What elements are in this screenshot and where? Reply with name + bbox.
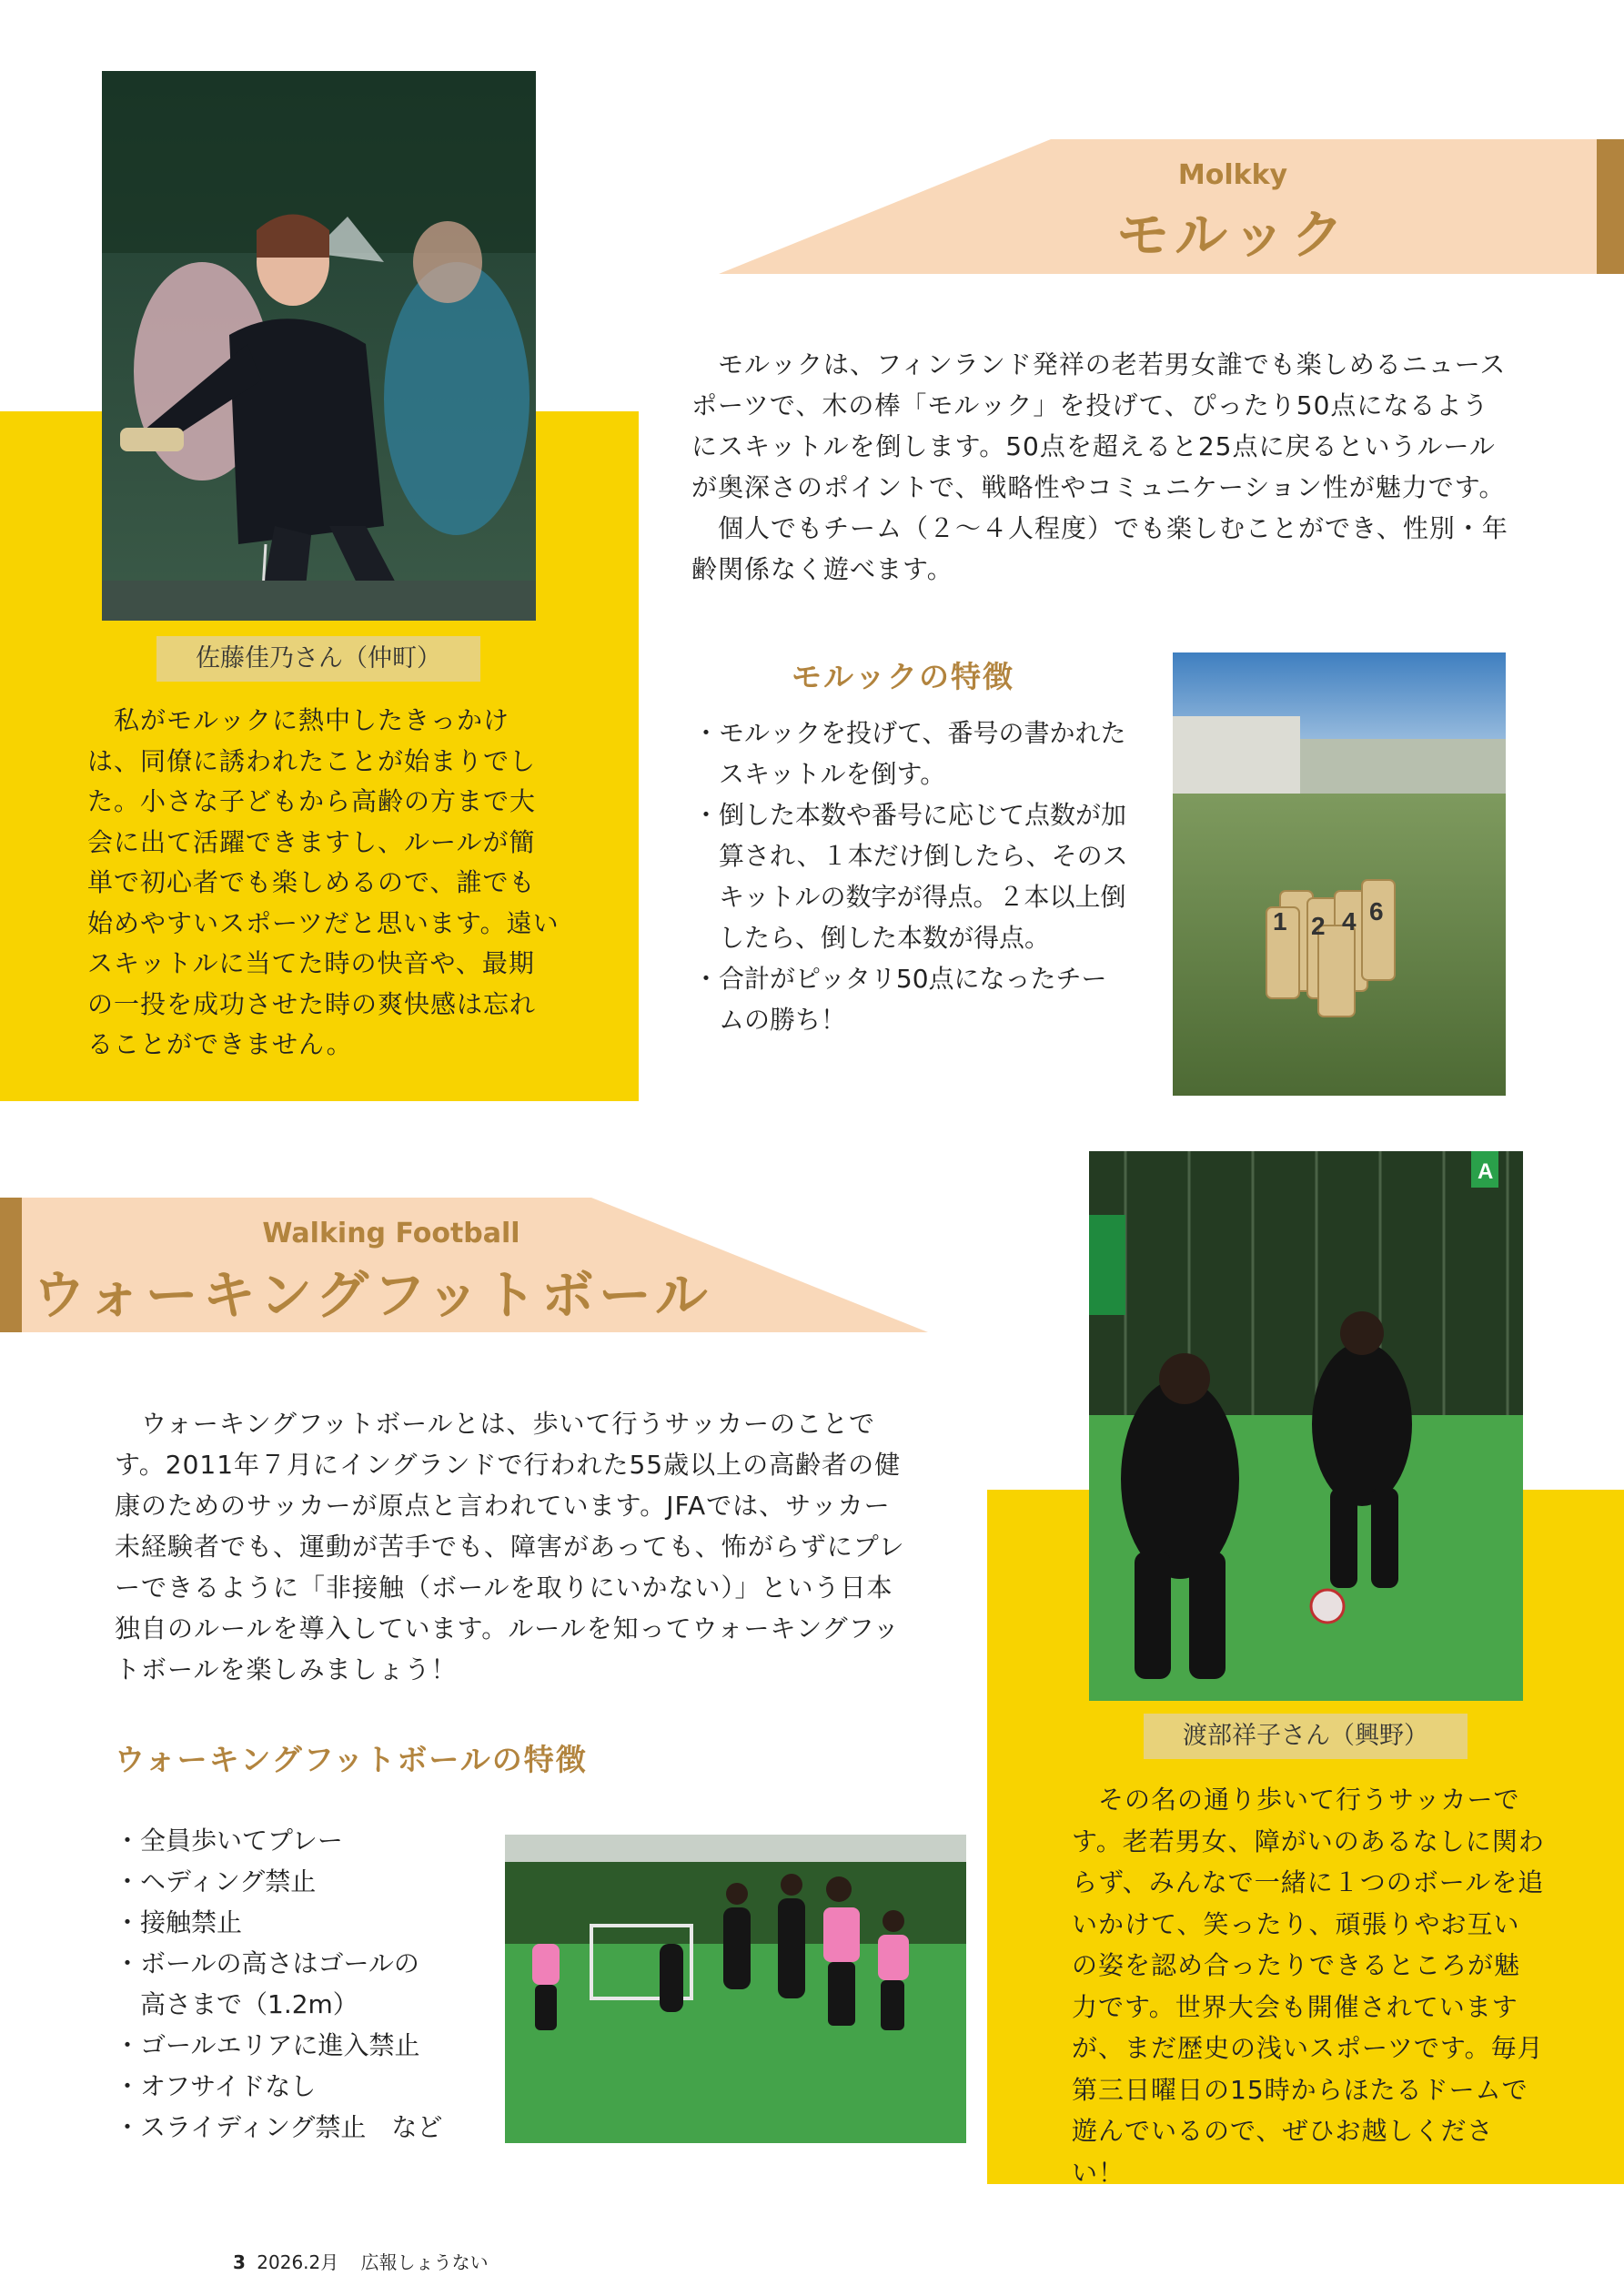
walking-title-banner <box>0 1198 933 1332</box>
svg-text:A: A <box>1478 1159 1494 1184</box>
publication-name: 広報しょうない <box>360 2251 489 2273</box>
page-number: 3 <box>233 2251 246 2273</box>
walking-features-list <box>115 1820 515 2148</box>
issue-date: 2026.2月 <box>257 2251 339 2273</box>
list-item: ・ボールの高さはゴールの 高さまで（1.2m） <box>115 1948 419 2019</box>
svg-text:2: 2 <box>1311 912 1326 940</box>
walking-intro: ウォーキングフットボールとは、歩いて行うサッカーのことです。2011年７月にイングランドで行われた55歳以上の高齢者の健康のためのサッカーが原点と言われています。JFAでは、サッカー未経験者でも、運動が苦手でも、障害があっても、怖がらずにプレーできるように「非接触（ボールを取りにいかない）」という日本独自のルールを導入しています。ルールを知ってウォーキングフットボールを楽しみましょう！ <box>115 1409 905 1684</box>
list-item: ・合計がピッタリ50点になったチー ムの勝ち！ <box>693 964 1107 1035</box>
list-item: ・モルックを投げて、番号の書かれた スキットルを倒す。 <box>693 718 1126 789</box>
molkky-person-caption: 佐藤佳乃さん（仲町） <box>156 636 480 682</box>
walking-person-caption: 渡部祥子さん（興野） <box>1144 1714 1468 1759</box>
molkky-features-list <box>693 713 1166 1040</box>
molkky-player-photo <box>102 71 536 621</box>
molkky-intro: モルックは、フィンランド発祥の老若男女誰でも楽しめるニュースポーツで、木の棒「モルック」を投げて、ぴったり50点になるようにスキットルを倒します。50点を超えると25点に戻るというルールが奥深さのポイントで、戦略性やコミュニケーション性が魅力です。 個人でもチーム（２～４人程度）でも楽しむことができ、性別・年齢関係なく遊べます。 <box>691 349 1508 584</box>
list-item: ・倒した本数や番号に応じて点数が加 算され、１本だけ倒したら、そのス キットルの数字が得点。２本以上倒 したら、倒した本数が得点。 <box>693 800 1128 953</box>
molkky-person-comment: 私がモルックに熱中したきっかけは、同僚に誘われたことが始まりでした。小さな子どもから高齢の方まで大会に出て活躍できますし、ルールが簡単で初心者でも楽しめるので、誰でも始めやすいスポーツだと思います。遠いスキットルに当てた時の快音や、最期の一投を成功させた時の爽快感は忘れることができません。 <box>87 705 560 1059</box>
list-item: ・オフサイドなし <box>115 2071 317 2101</box>
list-item: ・ゴールエリアに進入禁止 <box>115 2030 420 2060</box>
molkky-pins-photo <box>1173 652 1506 1096</box>
list-item: ・接触禁止 <box>115 1907 243 1937</box>
walking-person-comment: その名の通り歩いて行うサッカーです。老若男女、障がいのあるなしに関わらず、みんなで一緒に１つのボールを追いかけて、笑ったり、頑張りやお互いの姿を認め合ったりできるところが魅力です。世界大会も開催されていますが、まだ歴史の浅いスポーツです。毎月第三日曜日の15時からほたるドームで遊んでいるので、ぜひお越しください！ <box>1072 1785 1545 2188</box>
walking-title-en: Walking Football <box>262 1218 520 1249</box>
walking-game-photo <box>505 1835 966 2143</box>
molkky-title-jp: モルック <box>1115 204 1349 266</box>
molkky-features-heading: モルックの特徴 <box>792 659 1014 694</box>
walking-title-jp: ウォーキングフットボール <box>33 1264 712 1326</box>
list-item: ・ヘディング禁止 <box>115 1866 317 1896</box>
list-item: ・全員歩いてプレー <box>115 1826 343 1856</box>
page-footer <box>233 2248 489 2274</box>
molkky-title-en: Molkky <box>1177 159 1288 191</box>
walking-features-heading: ウォーキングフットボールの特徴 <box>115 1742 588 1777</box>
walking-player-photo <box>1089 1151 1523 1701</box>
list-item: ・スライディング禁止 など <box>115 2112 443 2142</box>
svg-text:4: 4 <box>1342 907 1357 936</box>
molkky-title-banner <box>719 139 1624 274</box>
svg-text:1: 1 <box>1273 907 1287 936</box>
svg-text:6: 6 <box>1369 897 1384 925</box>
